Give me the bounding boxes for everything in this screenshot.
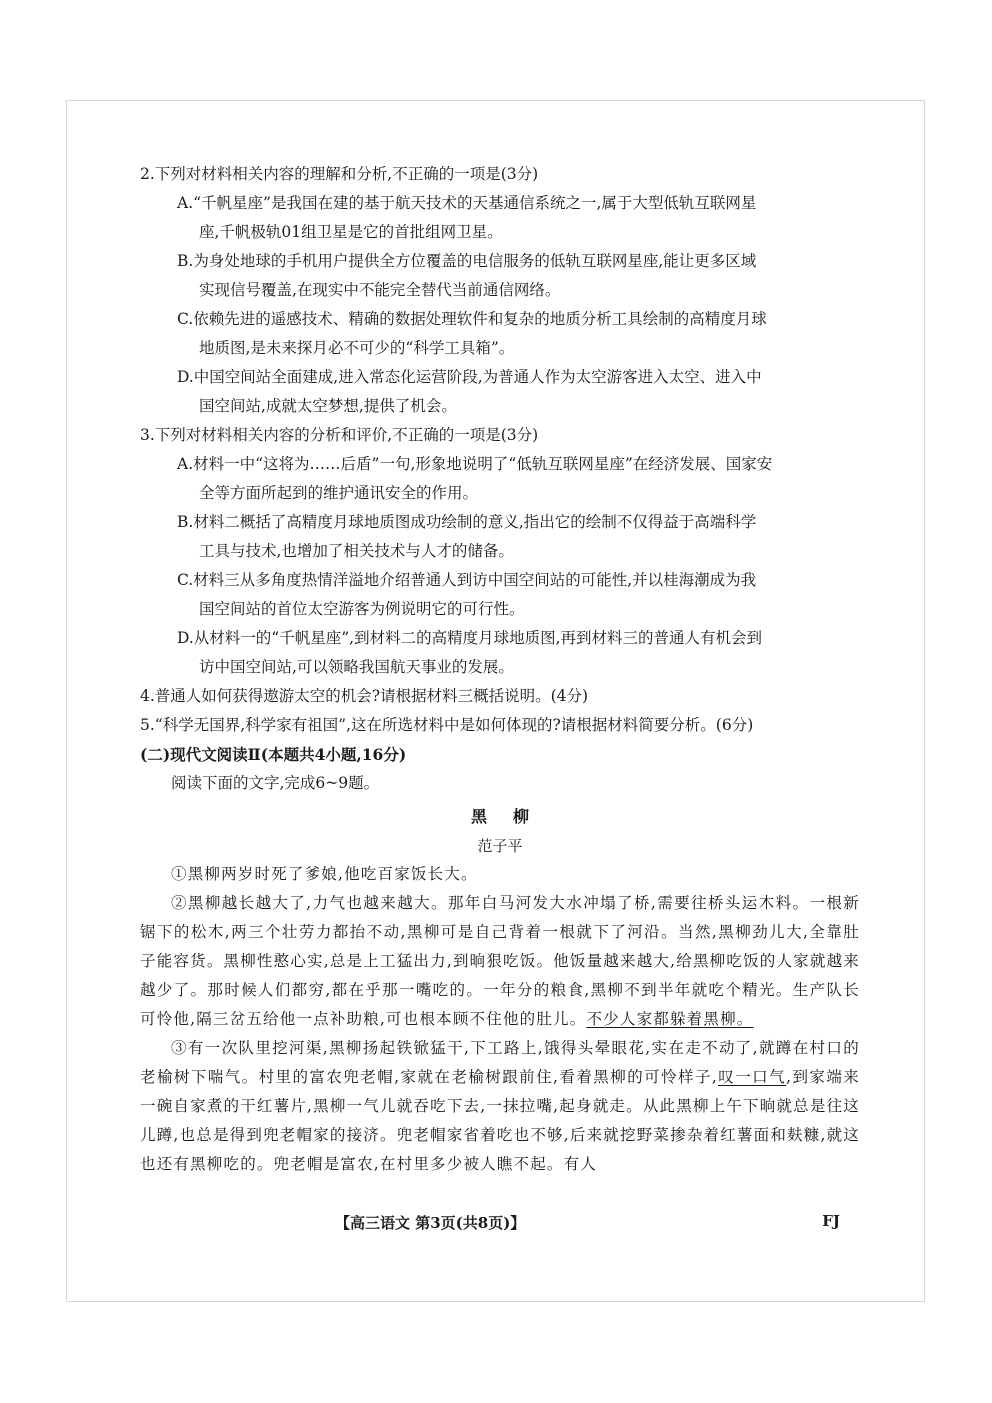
story-title: 黑柳 (470, 807, 555, 826)
question-3-stem: 3.下列对材料相关内容的分析和评价,不正确的一项是(3分) (140, 426, 539, 444)
page-content (140, 160, 860, 1179)
question-3-option-a: A.材料一中“这将为……后盾”一句,形象地说明了“低轨互联网星座”在经济发展、国家安 全等方面所起到的维护通讯安全的作用。 (177, 455, 773, 502)
question-3-option-c: C.材料三从多角度热情洋溢地介绍普通人到访中国空间站的可能性,并以桂海潮成为我 国空间站的首位太空游客为例说明它的可行性。 (177, 571, 757, 618)
reading-instruction: 阅读下面的文字,完成6~9题。 (171, 774, 380, 792)
underlined-sentence: 不少人家都躲着黑柳。 (586, 1010, 754, 1028)
question-2-option-c: C.依赖先进的遥感技术、精确的数据处理软件和复杂的地质分析工具绘制的高精度月球 地质图,是未来探月必不可少的“科学工具箱”。 (177, 310, 767, 357)
story-author: 范子平 (477, 837, 523, 855)
story-paragraph-2: ②黑柳越长越大了,力气也越来越大。那年白马河发大水冲塌了桥,需要往桥头运木料。一根新锯下的松木,两三个壮劳力都抬不动,黑柳可是自己背着一根就下了河沿。当然,黑柳劲儿大,全靠肚子能容货。黑柳性憨心实,总是上工猛出力,到晌狠吃饭。他饭量越来越大,给黑柳吃饭的人家就越来越少了。那时候人们都穷,都在乎那一嘴吃的。一年分的粮食,黑柳不到半年就吃个精光。生产队长可怜他,隔三岔五给他一点补助粮,可也根本顾不住他的肚儿。不少人家都躲着黑柳。 (140, 894, 860, 1028)
section-heading: (二)现代文阅读Ⅱ(本题共4小题,16分) (140, 745, 407, 764)
question-5: 5.“科学无国界,科学家有祖国”,这在所选材料中是如何体现的?请根据材料简要分析。(6分) (140, 716, 754, 734)
footer-code: FJ (822, 1212, 840, 1230)
story-paragraph-3: ③有一次队里挖河渠,黑柳扬起铁锨猛干,下工路上,饿得头晕眼花,实在走不动了,就蹲在村口的老榆树下喘气。村里的富农兜老帽,家就在老榆树跟前住,看着黑柳的可怜样子,叹一口气,到家端来一碗自家煮的干红薯片,黑柳一气儿就吞吃下去,一抹拉嘴,起身就走。从此黑柳上午下晌就总是往这儿蹲,也总是得到兜老帽家的接济。兜老帽家省着吃也不够,后来就挖野菜掺杂着红薯面和麸糠,就这也还有黑柳吃的。兜老帽是富农,在村里多少被人瞧不起。有人 (140, 1039, 860, 1173)
question-2-option-b: B.为身处地球的手机用户提供全方位覆盖的电信服务的低轨互联网星座,能让更多区域 实现信号覆盖,在现实中不能完全替代当前通信网络。 (177, 252, 757, 299)
question-3-option-b: B.材料二概括了高精度月球地质图成功绘制的意义,指出它的绘制不仅得益于高端科学 工具与技术,也增加了相关技术与人才的储备。 (177, 513, 757, 560)
question-2-option-d: D.中国空间站全面建成,进入常态化运营阶段,为普通人作为太空游客进入太空、进入中 国空间站,成就太空梦想,提供了机会。 (177, 368, 762, 415)
question-3-option-d: D.从材料一的“千帆星座”,到材料二的高精度月球地质图,再到材料三的普通人有机会到 访中国空间站,可以领略我国航天事业的发展。 (177, 629, 763, 676)
question-2-stem: 2.下列对材料相关内容的理解和分析,不正确的一项是(3分) (140, 165, 539, 183)
footer-page-info: 【高三语文 第3页(共8页)】 (335, 1214, 526, 1232)
story-paragraph-1: ①黑柳两岁时死了爹娘,他吃百家饭长大。 (171, 865, 478, 883)
question-2-option-a: A.“千帆星座”是我国在建的基于航天技术的天基通信系统之一,属于大型低轨互联网星 座,千帆极轨01组卫星是它的首批组网卫星。 (177, 194, 757, 241)
question-4: 4.普通人如何获得遨游太空的机会?请根据材料三概括说明。(4分) (140, 687, 589, 705)
underlined-phrase: 叹一口气 (718, 1068, 787, 1086)
